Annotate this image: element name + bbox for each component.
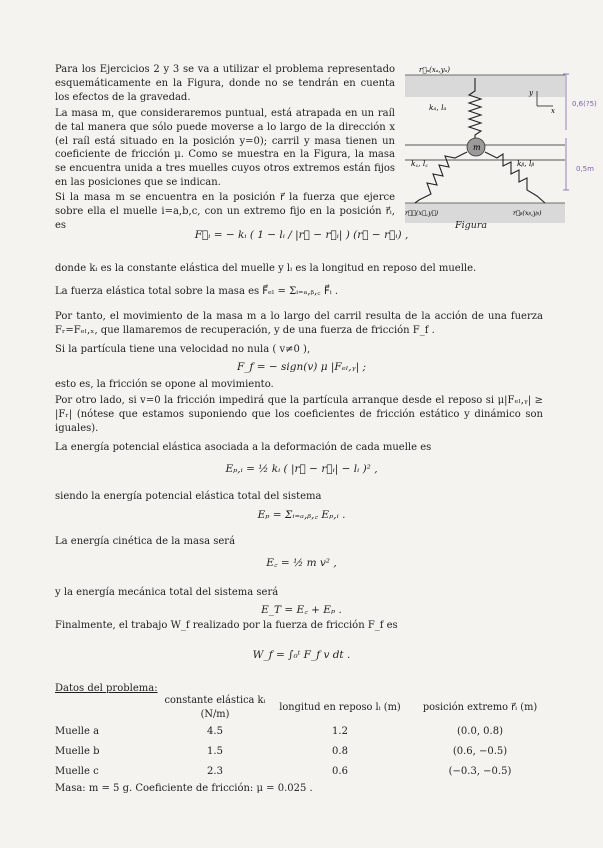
- kinetic-paragraph: La energía cinética de la masa será: [55, 536, 236, 547]
- left-anchor-label: r⃗꜀(x꜀,y꜀): [405, 209, 439, 217]
- right-anchor-label: r⃗ᵦ(xᵦ,yᵦ): [513, 209, 542, 217]
- mass-paragraph: La masa m, que consideraremos puntual, está atrapada en un raíl de tal manera que sólo puede moverse a lo largo de la dirección x (el raíl está situado en la posición y=0); carril y masa tienen un coeficiente de fricción μ. Como se muestra en la Figura, la masa se encuentra unida a tres muelles cuyos otros extremos están fijos en las posiciones que se indican.: [55, 108, 395, 188]
- data-table: [55, 693, 550, 782]
- table-cell: 0.6: [332, 766, 348, 778]
- friction-equation: F_f = − sign(v) μ |Fₑₗ,ᵧ| ;: [236, 361, 367, 373]
- total-potential-equation: Eₚ = Σᵢ₌ₐ,ᵦ,꜀ Eₚ,ᵢ .: [257, 509, 346, 521]
- table-cell: Muelle a: [55, 726, 100, 738]
- datos-title: Datos del problema:: [55, 683, 158, 694]
- table-row: [55, 722, 550, 742]
- spring-figure: [405, 63, 565, 228]
- work-paragraph: Finalmente, el trabajo W_f realizado por la fuerza de fricción F_f es: [55, 620, 398, 631]
- opposes-paragraph: esto es, la fricción se opone al movimiento.: [55, 379, 274, 390]
- table-cell: (−0.3, −0.5): [448, 766, 512, 778]
- figure-caption: Figura: [455, 220, 488, 231]
- potential-energy-equation: Eₚ,ᵢ = ½ kᵢ ( |r⃗ − r⃗ᵢ| − lᵢ )² ,: [225, 463, 378, 475]
- table-row: [55, 762, 550, 782]
- margin-note-lower: 0,5m: [576, 165, 594, 173]
- top-wall: [405, 75, 565, 97]
- top-anchor-label: r⃗ₐ(xₐ,yₐ): [419, 66, 451, 74]
- table-header: [55, 693, 160, 722]
- total-force-paragraph: La fuerza elástica total sobre la masa es F⃗ₑₗ = Σᵢ₌ₐ,ᵦ,꜀ F⃗ᵢ .: [55, 286, 339, 297]
- mechanical-paragraph: y la energía mecánica total del sistema será: [55, 587, 279, 598]
- table-cell: 0.8: [332, 746, 348, 758]
- intro-paragraph: Para los Ejercicios 2 y 3 se va a utilizar el problema representado esquemáticamente en la Figura, donde no se tendrán en cuenta los efectos de la gravedad.: [55, 64, 395, 103]
- mechanical-equation: E_T = E꜀ + Eₚ .: [261, 604, 342, 616]
- table-cell: 4.5: [207, 726, 223, 738]
- table-cell: (0.6, −0.5): [452, 746, 508, 758]
- table-header-row: [55, 693, 550, 722]
- static-friction-paragraph: Por otro lado, si v=0 la fricción impedirá que la partícula arranque desde el reposo si μ|Fₑₗ,ᵧ| ≥ |Fᵣ| (nótese que estamos suponiendo que los coeficientes de fricción estático y dinámico son iguales).: [55, 395, 543, 434]
- y-axis-label: y: [529, 89, 533, 97]
- spring-b-label: kᵦ, lᵦ: [517, 159, 535, 168]
- table-cell: 1.2: [332, 726, 348, 738]
- table-cell: Muelle b: [55, 746, 100, 758]
- kinetic-equation: E꜀ = ½ m v² ,: [266, 557, 337, 569]
- force-paragraph: Si la masa m se encuentra en la posición r⃗ la fuerza que ejerce sobre ella el muelle i=a,b,c, con un extremo fijo en la posición r⃗ᵢ, es: [55, 192, 395, 231]
- movement-paragraph: Por tanto, el movimiento de la masa m a lo largo del carril resulta de la acción de una fuerza Fᵣ=Fₑₗ,ₓ, que llamaremos de recuperación, y de una fuerza de fricción F_f .: [55, 311, 543, 336]
- final-line: Masa: m = 5 g. Coeficiente de fricción: μ = 0.025 .: [55, 783, 313, 794]
- table-header: longitud en reposo lᵢ (m): [279, 701, 401, 713]
- ep-total-paragraph: siendo la energía potencial elástica total del sistema: [55, 491, 322, 502]
- energy-paragraph: La energía potencial elástica asociada a la deformación de cada muelle es: [55, 442, 432, 453]
- mass-label: m: [473, 143, 481, 152]
- table-row: [55, 742, 550, 762]
- donde-paragraph: donde kᵢ es la constante elástica del muelle y lᵢ es la longitud en reposo del muelle.: [55, 263, 477, 274]
- table-cell: 2.3: [207, 766, 223, 778]
- spring-a-label: kₐ, lₐ: [429, 103, 447, 112]
- table-header: constante elástica kᵢ (N/m): [164, 695, 266, 720]
- x-axis-label: x: [551, 107, 555, 115]
- spring-c-label: k꜀, l꜀: [411, 159, 428, 168]
- margin-note-upper: 0,6(?5): [572, 100, 597, 108]
- table-cell: (0.0, 0.8): [457, 726, 503, 738]
- table-cell: 1.5: [207, 746, 223, 758]
- work-equation: W_f = ∫₀ᵗ F_f v dt .: [252, 649, 351, 661]
- force-equation: F⃗ᵢ = − kᵢ ( 1 − lᵢ / |r⃗ − r⃗ᵢ| ) (r⃗ − r⃗ᵢ) ,: [194, 229, 409, 241]
- table-cell: Muelle c: [55, 766, 99, 778]
- table-header: posición extremo r⃗ᵢ (m): [422, 701, 538, 713]
- velocity-paragraph: Si la partícula tiene una velocidad no nula ( v≠0 ),: [55, 344, 311, 355]
